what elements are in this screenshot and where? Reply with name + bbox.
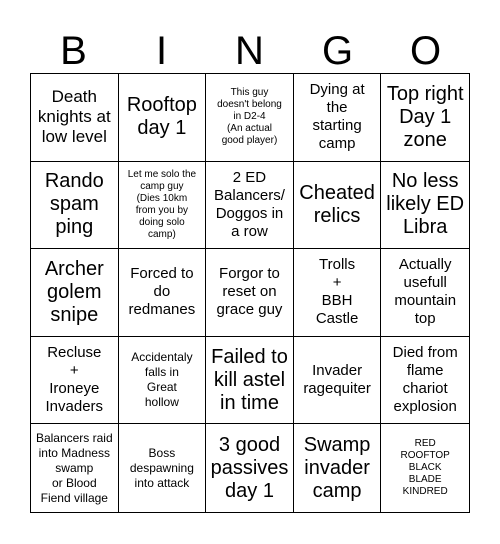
cell-text: Archer golem snipe	[44, 257, 104, 326]
cell-text: Actually usefull mountain top	[394, 256, 457, 328]
cell-text: Let me solo the camp guy (Dies 10km from you by doing solo camp)	[127, 168, 197, 240]
header-letter-i: I	[155, 29, 169, 73]
bingo-cell[interactable]	[381, 337, 469, 425]
bingo-cell[interactable]	[119, 424, 207, 512]
bingo-cell[interactable]	[381, 74, 469, 162]
cell-text: Invader ragequiter	[303, 362, 371, 398]
bingo-cell[interactable]	[31, 337, 119, 425]
bingo-header	[30, 28, 470, 74]
bingo-cell[interactable]	[206, 424, 294, 512]
cell-text: Rando spam ping	[44, 170, 104, 239]
cell-text: Swamp invader camp	[303, 433, 371, 502]
cell-text: Trolls + BBH Castle	[315, 256, 359, 328]
cell-text: Died from flame chariot explosion	[392, 344, 458, 416]
bingo-cell[interactable]	[206, 249, 294, 337]
cell-text: Accidentaly falls in Great hollow	[131, 350, 193, 410]
bingo-cell[interactable]	[119, 162, 207, 250]
bingo-grid	[30, 73, 470, 513]
bingo-cell[interactable]	[294, 249, 382, 337]
bingo-cell[interactable]	[206, 337, 294, 425]
bingo-cell[interactable]	[31, 424, 119, 512]
cell-text: Top right Day 1 zone	[386, 82, 464, 151]
header-letter-n: N	[235, 29, 265, 73]
bingo-cell[interactable]	[294, 424, 382, 512]
header-letter-o: O	[409, 29, 443, 73]
cell-text: 2 ED Balancers/ Doggos in a row	[214, 168, 285, 240]
cell-text: Cheated relics	[299, 181, 375, 227]
bingo-cell[interactable]	[31, 162, 119, 250]
bingo-cell[interactable]	[119, 74, 207, 162]
bingo-cell[interactable]	[206, 74, 294, 162]
cell-text: This guy doesn't belong in D2-4 (An actual good player)	[217, 87, 282, 147]
header-letter-b: B	[60, 29, 88, 73]
bingo-cell[interactable]	[119, 249, 207, 337]
cell-text: Failed to kill astel in time	[211, 345, 288, 414]
bingo-cell[interactable]	[381, 424, 469, 512]
cell-text: Forced to do redmanes	[128, 265, 196, 319]
cell-text: RED ROOFTOP BLACK BLADE KINDRED	[400, 438, 450, 498]
cell-text: Boss despawning into attack	[129, 445, 194, 490]
bingo-cell[interactable]	[119, 337, 207, 425]
cell-text: 3 good passives day 1	[210, 433, 289, 502]
bingo-cell[interactable]	[294, 337, 382, 425]
header-letter-g: G	[321, 29, 355, 73]
cell-text: Recluse + Ironeye Invaders	[45, 344, 104, 416]
cell-text: Dying at the starting camp	[309, 81, 365, 153]
cell-text: Death knights at low level	[37, 87, 111, 147]
bingo-cell[interactable]	[206, 162, 294, 250]
cell-text: Rooftop day 1	[126, 94, 197, 140]
cell-text: No less likely ED Libra	[386, 170, 465, 239]
cell-text: Balancers raid into Madness swamp or Blood Fiend village	[35, 430, 113, 505]
bingo-cell[interactable]	[31, 74, 119, 162]
bingo-cell[interactable]	[294, 74, 382, 162]
bingo-cell[interactable]	[294, 162, 382, 250]
cell-text: Forgor to reset on grace guy	[216, 265, 283, 319]
bingo-cell[interactable]	[31, 249, 119, 337]
bingo-cell[interactable]	[381, 162, 469, 250]
bingo-cell[interactable]	[381, 249, 469, 337]
